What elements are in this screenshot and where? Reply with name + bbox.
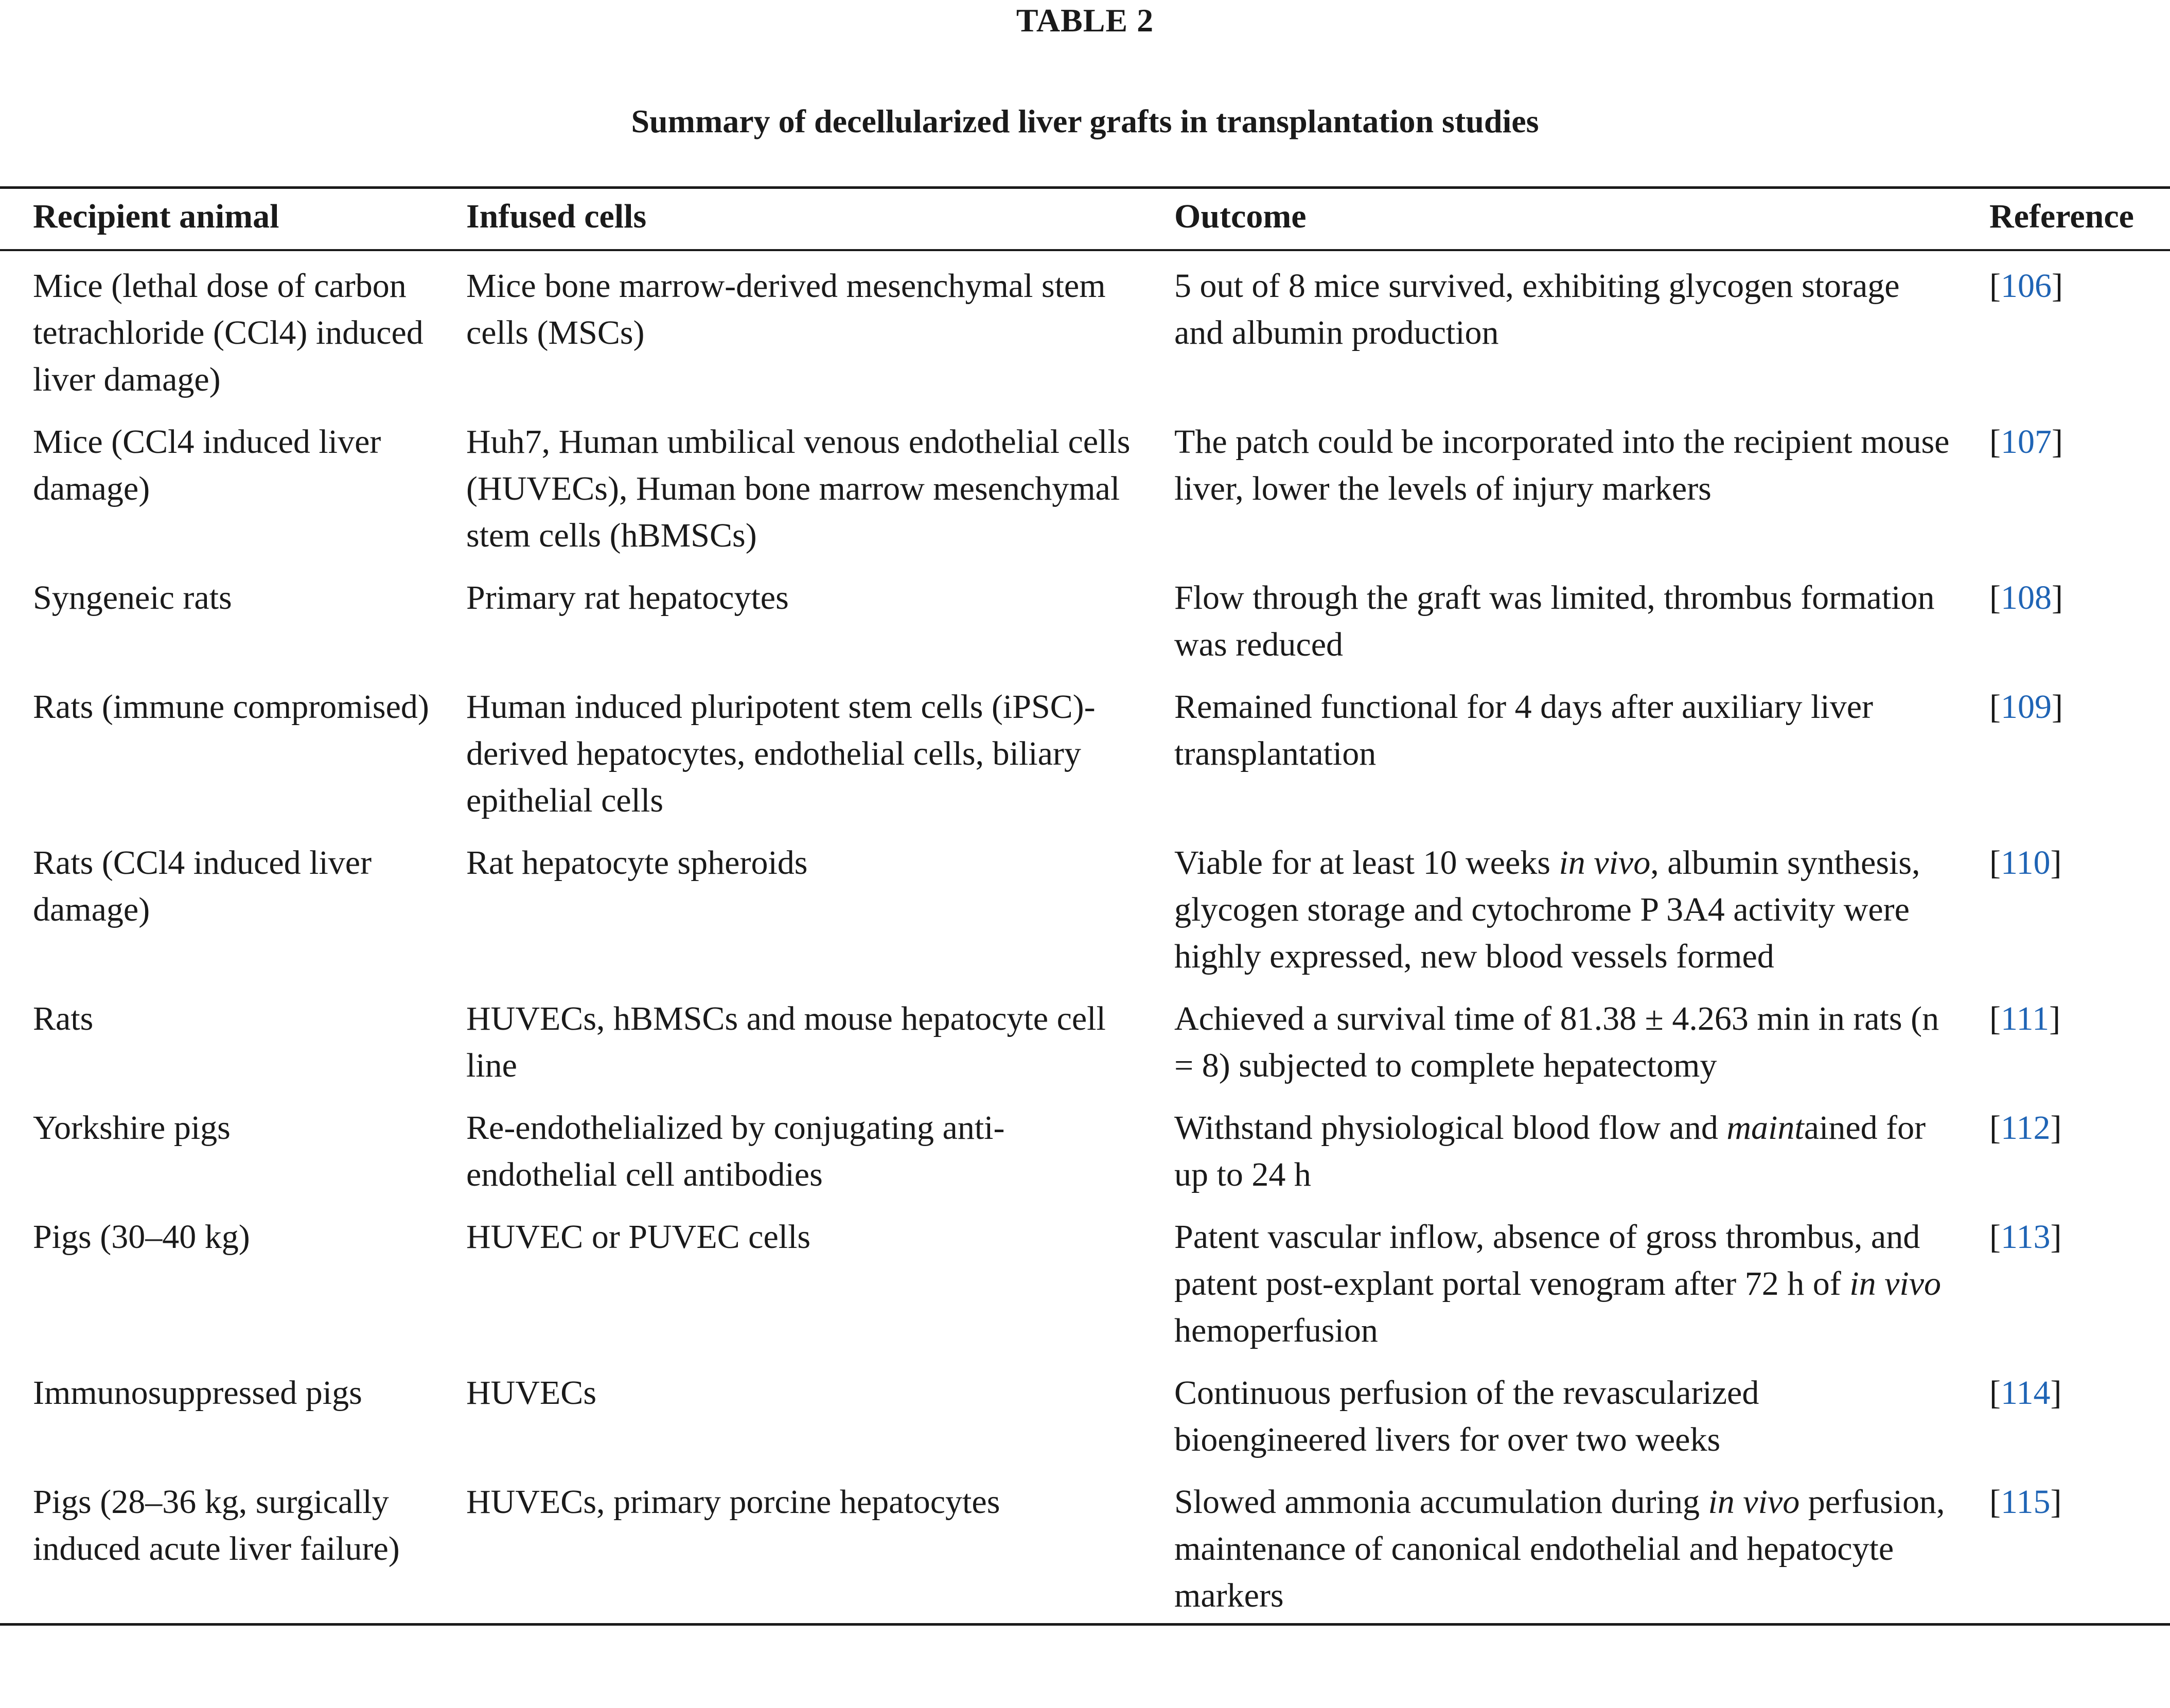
outcome-italic-text: in vivo [1708, 1483, 1800, 1521]
cell-reference [1954, 407, 2170, 563]
cell-infused-cells: HUVECs, primary porcine hepatocytes [466, 1483, 1000, 1521]
reference-link[interactable]: 112 [2000, 1109, 2051, 1147]
reference-close-bracket: ] [2050, 1374, 2062, 1412]
cell-reference [1954, 1358, 2170, 1467]
column-header-recipient: Recipient animal [33, 198, 279, 235]
cell-recipient-animal: Rats (CCl4 induced liver damage) [33, 844, 372, 928]
outcome-text: ained for up to 24 h [1174, 1109, 1926, 1193]
reference-open-bracket: [ [1989, 844, 2001, 882]
outcome-text: Patent vascular inflow, absence of gross thrombus, and patent post-explant portal venogram after 72 h of [1174, 1218, 1920, 1302]
reference-link[interactable]: 110 [2000, 844, 2051, 882]
reference-close-bracket: ] [2051, 423, 2063, 461]
cell-reference [1954, 563, 2170, 672]
reference-link[interactable]: 109 [2000, 688, 2052, 726]
cell-infused-cells: Rat hepatocyte spheroids [466, 844, 808, 882]
cell-outcome [1139, 984, 1954, 1093]
reference-open-bracket: [ [1989, 688, 2001, 726]
reference-close-bracket: ] [2050, 1218, 2062, 1256]
cell-reference [1954, 1202, 2170, 1358]
column-header-cells: Infused cells [466, 198, 647, 235]
reference-open-bracket: [ [1989, 1109, 2001, 1147]
table-row [0, 407, 2170, 563]
cell-infused-cells: HUVEC or PUVEC cells [466, 1218, 811, 1256]
cell-outcome [1139, 407, 1954, 563]
cell-recipient-animal: Pigs (28–36 kg, surgically induced acute liver failure) [33, 1483, 400, 1568]
cell-infused-cells: Mice bone marrow-derived mesenchymal stem cells (MSCs) [466, 267, 1106, 351]
reference-open-bracket: [ [1989, 1483, 2001, 1521]
column-header-outcome: Outcome [1174, 198, 1307, 235]
cell-infused-cells: Primary rat hepatocytes [466, 579, 789, 617]
table-row [0, 563, 2170, 672]
reference-close-bracket: ] [2049, 1000, 2061, 1037]
cell-reference [1954, 984, 2170, 1093]
cell-reference [1954, 250, 2170, 407]
cell-recipient-animal: Immunosuppressed pigs [33, 1374, 362, 1412]
outcome-text: perfusion, maintenance of canonical endothelial and hepatocyte markers [1174, 1483, 1945, 1614]
table-body [0, 250, 2170, 1625]
reference-open-bracket: [ [1989, 267, 2001, 305]
outcome-text: Viable for at least 10 weeks [1174, 844, 1559, 882]
reference-close-bracket: ] [2051, 688, 2063, 726]
reference-close-bracket: ] [2051, 267, 2063, 305]
table-row [0, 1358, 2170, 1467]
outcome-italic-text: maint [1726, 1109, 1804, 1147]
reference-open-bracket: [ [1989, 1218, 2001, 1256]
reference-link[interactable]: 106 [2000, 267, 2052, 305]
table-title: Summary of decellularized liver grafts in transplantation studies [631, 103, 1539, 139]
reference-open-bracket: [ [1989, 1374, 2001, 1412]
cell-reference [1954, 1467, 2170, 1625]
cell-outcome [1139, 1202, 1954, 1358]
table-row [0, 984, 2170, 1093]
transplantation-summary-table [0, 186, 2170, 1626]
reference-link[interactable]: 107 [2000, 423, 2052, 461]
cell-outcome [1139, 1358, 1954, 1467]
reference-close-bracket: ] [2050, 1109, 2062, 1147]
table-row [0, 672, 2170, 828]
table-row [0, 1202, 2170, 1358]
reference-open-bracket: [ [1989, 579, 2001, 617]
table-row [0, 1093, 2170, 1202]
cell-infused-cells: Huh7, Human umbilical venous endothelial cells (HUVECs), Human bone marrow mesenchymal stem cells (hBMSCs) [466, 423, 1131, 554]
cell-recipient-animal: Mice (lethal dose of carbon tetrachloride (CCl4) induced liver damage) [33, 267, 424, 398]
reference-close-bracket: ] [2050, 844, 2062, 882]
outcome-text: Withstand physiological blood flow and [1174, 1109, 1727, 1147]
cell-outcome [1139, 563, 1954, 672]
reference-close-bracket: ] [2051, 579, 2063, 617]
cell-recipient-animal: Rats (immune compromised) [33, 688, 429, 726]
reference-link[interactable]: 108 [2000, 579, 2052, 617]
cell-reference [1954, 1093, 2170, 1202]
outcome-italic-text: in vivo [1559, 844, 1651, 882]
outcome-text: hemoperfusion [1174, 1312, 1378, 1349]
cell-recipient-animal: Syngeneic rats [33, 579, 232, 617]
cell-outcome [1139, 828, 1954, 984]
table-container [0, 186, 2170, 1626]
cell-reference [1954, 828, 2170, 984]
table-label: TABLE 2 [1016, 2, 1154, 39]
cell-recipient-animal: Mice (CCl4 induced liver damage) [33, 423, 381, 507]
cell-outcome [1139, 1093, 1954, 1202]
outcome-text: , albumin synthesis, glycogen storage and cytochrome P 3A4 activity were highly expressed, new blood vessels formed [1174, 844, 1920, 975]
cell-infused-cells: HUVECs [466, 1374, 597, 1412]
outcome-text: 5 out of 8 mice survived, exhibiting glycogen storage and albumin production [1174, 267, 1900, 351]
cell-outcome [1139, 672, 1954, 828]
cell-outcome [1139, 250, 1954, 407]
table-row [0, 1467, 2170, 1625]
outcome-text: Achieved a survival time of 81.38 ± 4.263 min in rats (n = 8) subjected to complete hepatectomy [1174, 1000, 1939, 1084]
cell-recipient-animal: Pigs (30–40 kg) [33, 1218, 250, 1256]
cell-infused-cells: Human induced pluripotent stem cells (iPSC)-derived hepatocytes, endothelial cells, biliary epithelial cells [466, 688, 1096, 819]
cell-outcome [1139, 1467, 1954, 1625]
column-header-reference: Reference [1989, 198, 2134, 235]
table-row [0, 828, 2170, 984]
cell-infused-cells: Re-endothelialized by conjugating anti-endothelial cell antibodies [466, 1109, 1005, 1193]
reference-open-bracket: [ [1989, 1000, 2001, 1037]
cell-recipient-animal: Rats [33, 1000, 94, 1037]
cell-recipient-animal: Yorkshire pigs [33, 1109, 231, 1147]
table-row [0, 250, 2170, 407]
reference-link[interactable]: 114 [2000, 1374, 2051, 1412]
cell-reference [1954, 672, 2170, 828]
reference-link[interactable]: 113 [2000, 1218, 2051, 1256]
reference-open-bracket: [ [1989, 423, 2001, 461]
outcome-text: Flow through the graft was limited, thrombus formation was reduced [1174, 579, 1935, 663]
outcome-text: The patch could be incorporated into the recipient mouse liver, lower the levels of injury markers [1174, 423, 1950, 507]
outcome-text: Slowed ammonia accumulation during [1174, 1483, 1708, 1521]
reference-link[interactable]: 111 [2000, 1000, 2050, 1037]
table-header-row [0, 188, 2170, 251]
outcome-text: Remained functional for 4 days after auxiliary liver transplantation [1174, 688, 1873, 772]
outcome-italic-text: in vivo [1849, 1265, 1941, 1302]
cell-infused-cells: HUVECs, hBMSCs and mouse hepatocyte cell line [466, 1000, 1106, 1084]
reference-link[interactable]: 115 [2000, 1483, 2051, 1521]
reference-close-bracket: ] [2050, 1483, 2062, 1521]
outcome-text: Continuous perfusion of the revascularized bioengineered livers for over two weeks [1174, 1374, 1759, 1458]
